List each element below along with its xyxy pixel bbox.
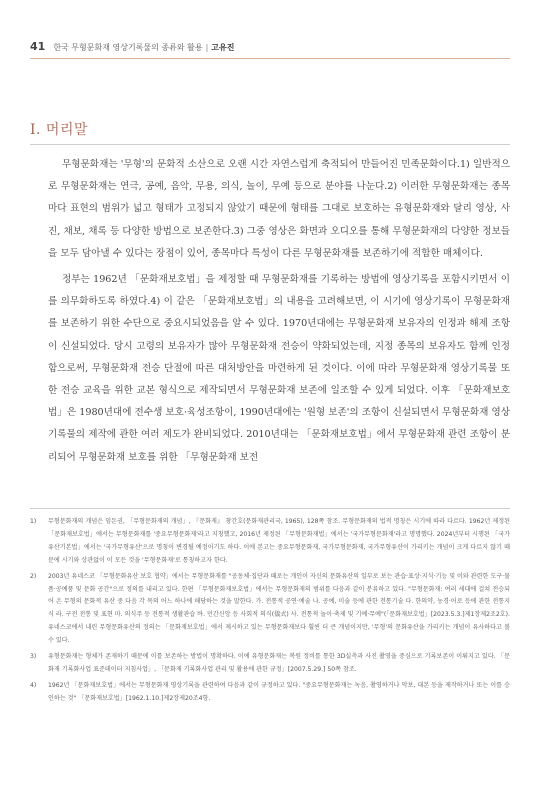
footnote-number: 1) xyxy=(30,518,37,525)
footnote-number: 4) xyxy=(30,681,37,689)
footnote-number: 3) xyxy=(30,653,37,661)
footnote-text: 2003년 유네스코 「무형문화유산 보호 협약」에서는 무형문화재를 "공동체·집단과 때로는 개인이 자신의 문화유산의 일부로 보는 관습·표상·지식·기능 및 이와 관련한 도구·물품·공예품 및 문화 공간"으로 정의를 내리고 있다. 한편 「무형문화재보호법」에서는 무형문화재의 범위를 다음과 같이 분류하고 있다. "무형문화재: 여러 세대에 걸쳐 전승되어 온 무형의 문화적 유산 중 다음 각 목의 어느 하나에 해당하는 것을 말한다. 가. 전통적 공연·예술 나. 공예, 미술 등에 관한 전통기술 다. 한의약, 농경·어로 등에 관한 전통지식 라. 구전 전통 및 표현 마. 의식주 등 전통적 생활관습 바. 민간신앙 등 사회적 의식(儀式) 사. 전통적 놀이·축제 및 기예·무예"(「문화재보호법」[2023.5.3.]제1장제2조2호). 유네스코에서 내린 무형문화유산의 정의는 「문화재보호법」에서 제시하고 있는 무형문화재보다 훨씬 더 큰 개념이지만, '무형'의 문화유산을 가리키는 개념이 유사하다고 볼 수 있다. xyxy=(48,572,510,645)
running-title-line xyxy=(53,42,234,53)
section-title: Ⅰ. 머리말 xyxy=(30,122,89,138)
footnote-text: 무형문화재의 개념은 임돈권, 「무형문화재의 개념」, 『문화재』 창간호(문화재관리국, 1965), 128쪽 참조. 무형문화재의 법적 명칭은 시기에 따라 다르다. 1962년 제정된 「문화재보호법」에서는 무형문화재를 '중요무형문화재'라고 지칭했고, 2016년 제정된 「무형문화재법」에서는 '국가무형문화재'라고 명명했다. 2024년부터 시행된 「국가유산기본법」에서는 '국가무형유산'으로 명칭이 변경될 예정이기도 하다. 이에 본고는 중요무형문화재, 국가무형문화재, 국가무형유산이 가리키는 개념이 크게 다르지 않기 때문에 시기와 상관없이 이 모든 것을 '무형문화재'로 통칭하고자 한다. xyxy=(48,518,510,564)
running-header xyxy=(30,40,510,53)
running-title-separator: | xyxy=(205,43,209,52)
page-number: 41 xyxy=(30,40,46,53)
paragraph: 정부는 1962년 「문화재보호법」을 제정할 때 무형문화재를 기록하는 방법에 영상기록을 포함시키면서 이를 의무화하도록 하였다.4) 이 같은 「문화재보호법」의 내용을 고려해보면, 이 시기에 영상기록이 무형문화재를 보존하기 위한 수단으로 중요시되었음을 알 수 있다. 1970년대에는 무형문화재 보유자의 인정과 해제 조항이 신설되었다. 당시 고령의 보유자가 많아 무형문화재 전승이 약화되었는데, 지정 종목의 보유자도 함께 인정함으로써, 무형문화재 전승 단절에 따른 대처방안을 마련하게 된 것이다. 이에 따라 무형문화재 영상기록물 또한 전승 교육을 위한 교본 형식으로 제작되면서 무형문화재 보존에 일조할 수 있게 되었다. 이후 「문화재보호법」은 1980년대에 전수생 보호·육성조항이, 1990년대에는 '원형 보존'의 조항이 신설되면서 무형문화재 영상기록물의 제작에 관한 여러 제도가 완비되었다. 2010년대는 「문화재보호법」에서 무형문화재 관련 조항이 분리되어 무형문화재 보호를 위한 「무형문화재 보전 xyxy=(48,274,510,463)
footnote-text: 유형문화재는 형체가 존재하기 때문에 이를 보존하는 방법이 명확하다. 이에 유형문화재는 복원 정비를 통한 3D실측과 사진 촬영을 중심으로 기록보존이 이뤄지고 있다. 「문화재 기록화사업 표준데이터 지침사업」, 「문화재 기록화사업 관리 및 활용에 관한 규정」[2007.5.29.] 50쪽 참조. xyxy=(48,653,510,673)
body-text xyxy=(48,154,510,469)
footnote xyxy=(30,680,510,706)
header-rule xyxy=(30,58,510,59)
section-rule xyxy=(30,144,510,145)
footnote-text: 1962년 「문화재보호법」에서는 무형문화재 영상기록을 관련하여 다음과 같이 규정하고 있다. "중요무형문화재는 녹음, 촬영하거나 악보, 대본 등을 제작하거나 또는 이를 승인하는 것" 「문화재보호법」[1962.1.10.]제2장제20조4항. xyxy=(48,681,510,702)
paragraph: 무형문화재는 '무형'의 문화적 소산으로 오랜 시간 자연스럽게 축적되어 만들어진 민족문화이다.1) 일반적으로 무형문화재는 연극, 공예, 음악, 무용, 의식, 놀이, 무예 등으로 분야를 나눈다.2) 이러한 무형문화재는 종목마다 표현의 범위가 넓고 형태가 고정되지 않았기 때문에 형태를 그대로 보호하는 유형문화재와 달리 영상, 사진, 채보, 채록 등 다양한 방법으로 보존한다.3) 그중 영상은 화면과 오디오를 통해 무형문화재의 다양한 정보들을 모두 담아낼 수 있다는 장점이 있어, 종목마다 특성이 다른 무형문화재를 보존하기에 적합한 매체이다. xyxy=(48,159,510,259)
footnote-number: 2) xyxy=(30,572,37,580)
footnote xyxy=(30,571,510,648)
author-name: 고유진 xyxy=(211,43,235,52)
footnotes xyxy=(30,516,510,709)
footnote xyxy=(30,651,510,677)
running-title: 한국 무형문화재 영상기록물의 종류와 활용 xyxy=(53,43,203,52)
footnote-rule xyxy=(30,508,510,509)
footnote xyxy=(30,516,510,568)
